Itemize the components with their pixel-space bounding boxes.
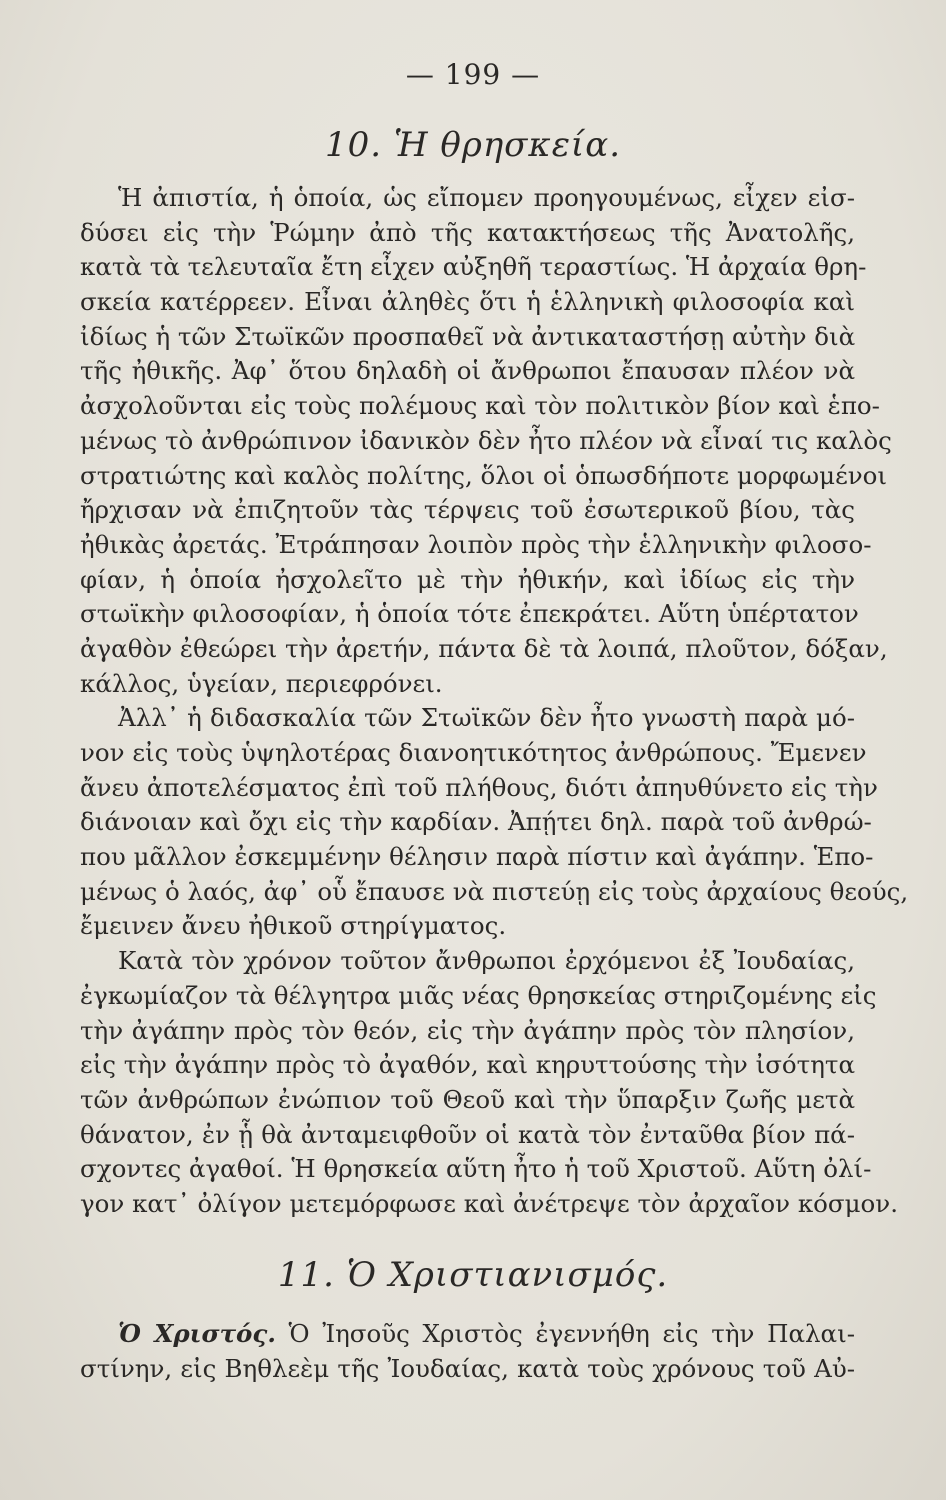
text-line: γον κατ᾽ ὀλίγον μετεμόρφωσε καὶ ἀνέτρεψε τὸν ἀρχαῖον κόσμον.: [80, 1188, 898, 1218]
text-line: στρατιώτης καὶ καλὸς πολίτης, ὅλοι οἱ ὁπωσδήποτε μορφωμένοι: [80, 460, 888, 490]
text-line: κάλλος, ὑγείαν, περιεφρόνει.: [80, 668, 443, 698]
text-line: κατὰ τὰ τελευταῖα ἔτη εἶχεν αὐξηθῆ τεραστίως. Ἡ ἀρχαία θρη-: [80, 252, 867, 282]
text-line: τὴν ἀγάπην πρὸς τὸν θεόν, εἰς τὴν ἀγάπην πρὸς τὸν πλησίον,: [80, 1015, 855, 1045]
text-line: φίαν, ἡ ὁποία ἠσχολεῖτο μὲ τὴν ἠθικήν, καὶ ἰδίως εἰς τὴν: [80, 564, 855, 594]
text-line: ἐγκωμίαζον τὰ θέλγητρα μιᾶς νέας θρησκείας στηριζομένης εἰς: [80, 980, 877, 1010]
text-line: σχοντες ἀγαθοί. Ἡ θρησκεία αὕτη ἦτο ἡ τοῦ Χριστοῦ. Αὕτη ὀλί-: [80, 1154, 872, 1184]
text-line: νον εἰς τοὺς ὑψηλοτέρας διανοητικότητος ἀνθρώπους. Ἔμενεν: [80, 738, 867, 767]
text-line: τῶν ἀνθρώπων ἐνώπιον τοῦ Θεοῦ καὶ τὴν ὕπαρξιν ζωῆς μετὰ: [80, 1084, 855, 1114]
inline-heading: Ὁ Χριστός.: [118, 1319, 276, 1348]
text-line: ἤρχισαν νὰ ἐπιζητοῦν τὰς τέρψεις τοῦ ἐσωτερικοῦ βίου, τὰς: [80, 495, 855, 525]
text-line: [80, 1317, 855, 1352]
text-line: ἰδίως ἡ τῶν Στωϊκῶν προσπαθεῖ νὰ ἀντικαταστήσῃ αὐτὴν διὰ: [80, 321, 856, 351]
section-body-christianity: [80, 1317, 855, 1386]
text-line: ἀσχολοῦνται εἰς τοὺς πολέμους καὶ τὸν πολιτικὸν βίον καὶ ἑπο-: [80, 391, 880, 421]
section-heading-christianity: 11. Ὁ Χριστιανισμός.: [277, 1255, 669, 1295]
text-line: εἰς τὴν ἀγάπην πρὸς τὸ ἀγαθόν, καὶ κηρυττούσης τὴν ἰσότητα: [80, 1050, 856, 1080]
text-line: διάνοιαν καὶ ὄχι εἰς τὴν καρδίαν. Ἀπῄτει δηλ. παρὰ τοῦ ἀνθρώ-: [80, 807, 872, 837]
text-line: στίνην, εἰς Βηθλεὲμ τῆς Ἰουδαίας, κατὰ τοὺς χρόνους τοῦ Αὐ-: [80, 1353, 855, 1383]
text-line: θάνατον, ἐν ᾗ θὰ ἀνταμειφθοῦν οἱ κατὰ τὸν ἐνταῦθα βίον πά-: [80, 1119, 855, 1149]
text-line: Ἡ ἀπιστία, ἡ ὁποία, ὡς εἴπομεν προηγουμένως, εἶχεν εἰσ-: [118, 183, 855, 212]
text-run: Ὁ Ἰησοῦς Χριστὸς ἐγεννήθη εἰς τὴν Παλαι-: [275, 1319, 855, 1348]
text-line: ἀγαθὸν ἐθεώρει τὴν ἀρετήν, πάντα δὲ τὰ λοιπά, πλοῦτον, δόξαν,: [80, 633, 888, 663]
text-line: τῆς ἠθικῆς. Ἀφ᾽ ὅτου δηλαδὴ οἱ ἄνθρωποι ἔπαυσαν πλέον νὰ: [80, 356, 855, 386]
text-line: Κατὰ τὸν χρόνον τοῦτον ἄνθρωποι ἐρχόμενοι ἐξ Ἰουδαίας,: [118, 946, 855, 976]
text-line: ἔμεινεν ἄνευ ἠθικοῦ στηρίγματος.: [80, 911, 507, 941]
text-line: δύσει εἰς τὴν Ῥώμην ἀπὸ τῆς κατακτήσεως τῆς Ἀνατολῆς,: [80, 217, 855, 247]
section-body-religion: [80, 181, 909, 1222]
text-line: ἄνευ ἀποτελέσματος ἐπὶ τοῦ πλήθους, διότι ἀπηυθύνετο εἰς τὴν: [80, 772, 878, 802]
text-line: Ἀλλ᾽ ἡ διδασκαλία τῶν Στωϊκῶν δὲν ἦτο γνωστὴ παρὰ μό-: [118, 703, 855, 733]
page-number: — 199 —: [405, 58, 541, 91]
text-line: μένως ὁ λαός, ἀφ᾽ οὗ ἔπαυσε νὰ πιστεύῃ εἰς τοὺς ἀρχαίους θεούς,: [80, 876, 909, 906]
text-line: μένως τὸ ἀνθρώπινον ἰδανικὸν δὲν ἦτο πλέον νὰ εἶναί τις καλὸς: [80, 425, 892, 455]
text-line: που μᾶλλον ἐσκεμμένην θέλησιν παρὰ πίστιν καὶ ἀγάπην. Ἑπο-: [80, 842, 874, 872]
text-line: ἠθικὰς ἀρετάς. Ἐτράπησαν λοιπὸν πρὸς τὴν ἑλληνικὴν φιλοσο-: [80, 529, 872, 559]
text-line: στωϊκὴν φιλοσοφίαν, ἡ ὁποία τότε ἐπεκράτει. Αὕτη ὑπέρτατον: [80, 599, 859, 629]
text-line: σκεία κατέρρεεν. Εἶναι ἀληθὲς ὅτι ἡ ἑλληνικὴ φιλοσοφία καὶ: [80, 287, 855, 317]
section-heading-religion: 10. Ἡ θρησκεία.: [324, 125, 622, 165]
